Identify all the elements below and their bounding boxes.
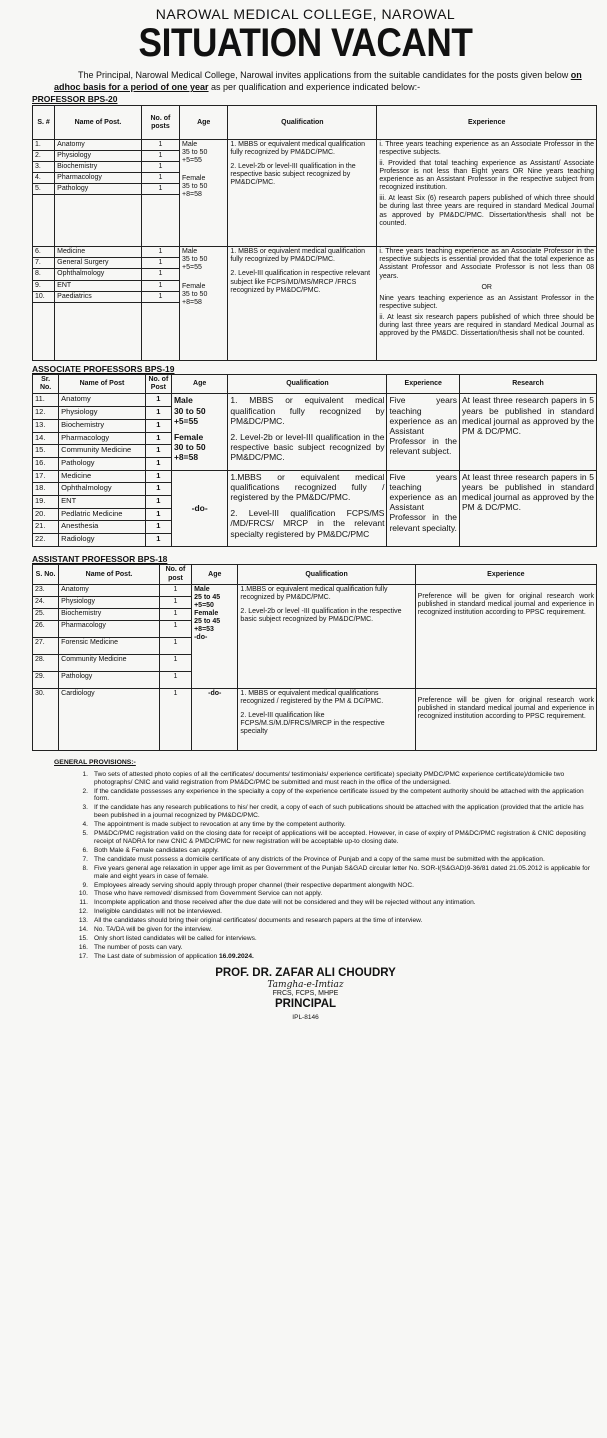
age-line: Male <box>173 395 193 406</box>
serial-number: 18. <box>33 483 59 496</box>
post-name: Cardiology <box>59 688 160 750</box>
experience-cell: Preference will be given for original research work published in standard medical journal and experience in recognized institution according to PPSC requirement. <box>415 688 596 750</box>
ad-code: IPL-8146 <box>292 1013 319 1021</box>
age-line: Male <box>182 141 198 149</box>
provisions-heading: GENERAL PROVISIONS:- <box>54 758 136 766</box>
age-cell <box>171 394 227 470</box>
professor-heading: PROFESSOR BPS-20 <box>32 94 118 105</box>
table-row <box>33 470 597 483</box>
provision-number: 9. <box>82 881 88 889</box>
column-header: Qualification <box>228 375 387 394</box>
serial-number: 30. <box>33 688 59 750</box>
qualification-list <box>240 586 412 624</box>
age-line: +5=55 <box>182 157 202 165</box>
post-count: 1 <box>145 534 171 547</box>
age-line: +5=50 <box>194 601 214 609</box>
post-count: 1 <box>145 470 171 483</box>
post-count: 1 <box>159 688 191 750</box>
assistant-table <box>32 564 597 750</box>
post-name: Community Medicine <box>59 445 146 458</box>
qualification-list <box>230 472 384 539</box>
provision-number: 7. <box>82 855 88 863</box>
column-header: No. of post <box>159 565 191 584</box>
column-header: Sr. No. <box>33 375 59 394</box>
age-line: 30 to 50 <box>173 442 206 453</box>
provision-number: 3. <box>82 804 88 812</box>
provision-item <box>54 865 593 881</box>
post-name: Pathology <box>59 671 160 688</box>
post-name: Anatomy <box>59 394 146 407</box>
spacer-cell <box>33 195 55 247</box>
provision-number: 12. <box>78 908 88 916</box>
spacer-cell <box>33 302 55 360</box>
spacer-cell <box>141 302 179 360</box>
provision-number: 5. <box>82 830 88 838</box>
serial-number: 28. <box>33 654 59 671</box>
post-name: Pharmacology <box>59 620 160 637</box>
post-count: 1 <box>141 291 179 302</box>
age-line: Female <box>173 432 204 443</box>
serial-number: 20. <box>33 508 59 521</box>
serial-number: 27. <box>33 637 59 654</box>
provision-text: Two sets of attested photo copies of all the certificates/ documents/ testimonials/ experience certificate) specialty PMDC/PMC experience certificate)/domicile two photographs/ CNIC and valid registration from PM&DC/PMC be submitted and must reach in the office of the undersigned. <box>94 770 565 786</box>
age-line: +8=58 <box>173 452 199 463</box>
age-cell <box>192 688 238 750</box>
signatory-role: PRINCIPAL <box>274 998 337 1011</box>
research-cell: At least three research papers in 5 years be published in standard medical journal as approved by the PM & DC/PMC. <box>459 394 596 470</box>
spacer-cell <box>55 195 142 247</box>
post-name: Anatomy <box>55 140 142 151</box>
intro-emphasis: on adhoc basis for a period of one year <box>54 70 582 93</box>
serial-number: 1. <box>33 140 55 151</box>
column-header: Experience <box>415 565 596 584</box>
age-cell <box>171 470 227 546</box>
provision-number: 17. <box>78 952 88 960</box>
serial-number: 9. <box>33 280 55 291</box>
assistant-table-wrap <box>32 564 597 750</box>
age-line: 35 to 50 <box>182 290 208 298</box>
associate-table <box>32 374 597 546</box>
age-line: 25 to 45 <box>194 593 221 601</box>
post-name: ENT <box>55 280 142 291</box>
qualification-item: 2. Level-III qualification in respective relevant subject like FCPS/MD/MS/MRCP /FRCS recognized by PM&DC/PMC. <box>230 270 371 294</box>
post-count: 1 <box>159 671 191 688</box>
provision-item <box>54 953 593 961</box>
age-line: Female <box>194 609 219 617</box>
table-row <box>33 140 597 151</box>
serial-number: 16. <box>33 457 59 470</box>
age-line: 35 to 50 <box>182 149 208 157</box>
serial-number: 12. <box>33 407 59 420</box>
post-count: 1 <box>159 608 191 620</box>
age-line: 35 to 50 <box>182 256 208 264</box>
age-line: Female <box>182 175 206 183</box>
general-provisions <box>54 759 593 961</box>
table-row <box>33 688 597 750</box>
provision-text: No. TA/DA will be given for the interview. <box>94 926 213 934</box>
post-count: 1 <box>145 419 171 432</box>
provision-number: 4. <box>82 821 88 829</box>
post-count: 1 <box>145 495 171 508</box>
column-header: Name of Post <box>59 375 146 394</box>
age-line: -do- <box>191 503 208 514</box>
post-name: General Surgery <box>55 258 142 269</box>
qualification-item: 1. MBBS or equivalent medical qualification fully recognized by PM&DC/PMC. <box>230 141 365 157</box>
post-count: 1 <box>159 620 191 637</box>
age-line: Male <box>182 248 198 256</box>
provision-text: All the candidates should bring their original certificates/ documents and research papers at the time of interview. <box>94 917 423 925</box>
provision-number: 15. <box>78 934 88 942</box>
post-name: Paediatrics <box>55 291 142 302</box>
provision-text: PM&DC/PMC registration valid on the closing date for receipt of applications will be accepted. However, in case of expiry of PM&DC/PMC registration & CNIC depositing receipt of NADRA for new CNIC & PMDC/PMC for new registration will be acceptable up-to closing date. <box>94 830 586 845</box>
research-cell: At least three research papers in 5 years be published in standard medical journal as approved by the PM & DC/PMC. <box>459 470 596 546</box>
post-name: Physiology <box>59 596 160 608</box>
qualification-item: 2. Level-2b or level-III qualification in the respective basic subject recognized by PM&DC/PMC. <box>230 432 385 463</box>
post-name: Pharmacology <box>59 432 146 445</box>
serial-number: 6. <box>33 247 55 258</box>
provision-number: 8. <box>82 864 88 872</box>
age-line: +5=55 <box>173 415 199 426</box>
age-line: +5=55 <box>182 264 202 272</box>
serial-number: 29. <box>33 671 59 688</box>
post-name: Pathology <box>59 457 146 470</box>
post-name: Pedlatric Medicine <box>59 508 146 521</box>
provision-number: 14. <box>78 926 88 934</box>
professor-table <box>32 105 597 360</box>
serial-number: 3. <box>33 162 55 173</box>
qualification-item: 1. MBBS or equivalent medical qualification fully recognized by PM&DC/PMC. <box>230 395 385 426</box>
qualification-list <box>240 690 412 736</box>
experience-item: i. Three years teaching experience as an Associate Professor in the respective subjects. <box>379 141 594 157</box>
provision-item <box>54 882 593 890</box>
post-name: Pharmacology <box>55 173 142 184</box>
post-count: 1 <box>145 394 171 407</box>
serial-number: 15. <box>33 445 59 458</box>
serial-number: 17. <box>33 470 59 483</box>
experience-cell: Five years teaching experience as an Assistant Professor in the relevant specialty. <box>387 470 460 546</box>
signatory-name: PROF. DR. ZAFAR ALI CHOUDRY <box>215 966 396 979</box>
post-name: Anatomy <box>59 584 160 596</box>
serial-number: 10. <box>33 291 55 302</box>
serial-number: 7. <box>33 258 55 269</box>
experience-item: ii. Provided that total teaching experience as Assistant/ Associate Professor is not less than Eight years OR Nine years teaching experience as an Assistant Professor in the respective subject from recognized institution. <box>379 160 594 192</box>
post-count: 1 <box>141 173 179 184</box>
age-cell <box>192 584 238 688</box>
age-line: +8=53 <box>194 625 214 633</box>
spacer-cell <box>141 195 179 247</box>
provision-text: If the candidate has any research publications to his/ her credit, a copy of each of such publications should be attached with the application (provided that the article has been published in a journal recognized by PM&DC/PMC. <box>94 804 584 820</box>
provision-text: Those who have removed/ dismissed from Government Service can not apply. <box>94 890 323 898</box>
age-line: +8=58 <box>182 298 202 306</box>
post-count: 1 <box>141 280 179 291</box>
experience-cell <box>377 247 597 360</box>
post-count: 1 <box>145 457 171 470</box>
post-count: 1 <box>159 654 191 671</box>
provision-number: 16. <box>78 943 88 951</box>
post-name: Radiology <box>59 534 146 547</box>
post-count: 1 <box>145 445 171 458</box>
post-name: Ophthalmology <box>59 483 146 496</box>
provision-item <box>54 908 593 916</box>
provision-text: Ineligible candidates will not be interviewed. <box>94 908 222 916</box>
provision-item <box>54 856 593 864</box>
signatory-degrees: FRCS, FCPS, MHPE <box>272 990 339 998</box>
age-line: -do- <box>194 633 208 641</box>
post-name: Anesthesia <box>59 521 146 534</box>
intro-text-2: as per qualification and experience indicated below:- <box>208 82 421 93</box>
qualification-cell <box>238 688 415 750</box>
column-header: Age <box>180 106 228 140</box>
column-header: Age <box>192 565 238 584</box>
table-row <box>33 584 597 596</box>
qualification-item: 2. Level-2b or level -III qualification in the respective basic subject recognized by PM&DC/PMC. <box>240 607 402 623</box>
column-header: Experience <box>377 106 597 140</box>
page-title: SITUATION VACANT <box>138 21 473 66</box>
experience-cell <box>377 140 597 247</box>
post-count: 1 <box>141 162 179 173</box>
age-line: Male <box>194 585 210 593</box>
provision-item <box>54 804 593 820</box>
age-cell <box>180 140 228 247</box>
qualification-list <box>230 248 374 294</box>
experience-item: i. Three years teaching experience as an Associate Professor in the respective subjects is essential provided that the total experience as Assistant Professor and Associate Professor is not less than 08 years. <box>379 248 594 280</box>
associate-table-wrap <box>32 374 597 546</box>
age-cell <box>180 247 228 360</box>
provision-text: The appointment is made subject to revocation at any time by the competent authority. <box>94 821 346 829</box>
experience-cell: Five years teaching experience as an Assistant Professor in the relevant subject. <box>387 394 460 470</box>
table-row <box>33 394 597 407</box>
provision-text: Employees already serving should apply through proper channel (their respective department alongwith NOC. <box>94 881 414 889</box>
post-count: 1 <box>141 247 179 258</box>
post-count: 1 <box>159 584 191 596</box>
post-name: Ophthalmology <box>55 269 142 280</box>
provision-item <box>54 890 593 898</box>
professor-table-wrap <box>32 105 597 360</box>
post-count: 1 <box>141 258 179 269</box>
age-line: Female <box>182 282 206 290</box>
column-header: Name of Post. <box>55 106 142 140</box>
column-header: No. of Post <box>145 375 171 394</box>
post-name: Forensic Medicine <box>59 637 160 654</box>
qualification-item: 1.MBBS or equivalent medical qualifications recognized fully / registered by the PM&DC/PMC. <box>230 471 385 502</box>
provision-text: The Last date of submission of application 16.09.2024. <box>94 952 254 960</box>
provision-number: 11. <box>79 899 88 907</box>
column-header: No. of posts <box>141 106 179 140</box>
provision-item <box>54 830 593 846</box>
post-count: 1 <box>159 637 191 654</box>
serial-number: 2. <box>33 151 55 162</box>
serial-number: 4. <box>33 173 55 184</box>
post-name: Medicine <box>59 470 146 483</box>
qualification-item: 1. MBBS or equivalent medical qualifications recognized / registered by the PM & DC/PMC. <box>240 689 384 705</box>
qualification-cell <box>228 140 377 247</box>
post-name: Biochemistry <box>59 419 146 432</box>
age-line: 25 to 45 <box>194 617 221 625</box>
provision-text: Only short listed candidates will be called for interviews. <box>94 934 257 942</box>
qualification-item: 2. Level-III qualification FCPS/MS /MD/FRCS/ MRCP in the relevant specialty registered by PM&DC/PMC <box>230 508 385 539</box>
post-name: Biochemistry <box>59 608 160 620</box>
qualification-cell <box>238 584 415 688</box>
spacer-cell <box>55 302 142 360</box>
post-name: Biochemistry <box>55 162 142 173</box>
provision-text: If the candidate possesses any experience in the specialty a copy of the experience certificate issued by the competent authority should be attached with the application form. <box>94 787 584 803</box>
provision-number: 2. <box>82 787 88 795</box>
provision-item <box>54 917 593 925</box>
qualification-item: 1. MBBS or equivalent medical qualification fully recognized by PM&DC/PMC. <box>230 248 365 264</box>
intro-paragraph <box>54 69 593 93</box>
provision-number: 6. <box>82 846 88 854</box>
age-line: +8=58 <box>182 191 202 199</box>
provision-item <box>54 821 593 829</box>
post-name: Physiology <box>59 407 146 420</box>
post-name: Physiology <box>55 151 142 162</box>
column-header: S. # <box>33 106 55 140</box>
column-header: Name of Post. <box>59 565 160 584</box>
qualification-item: 2. Level-2b or level-III qualification in the respective basic subject recognized by PM&DC/PMC. <box>230 163 356 187</box>
qualification-cell <box>228 247 377 360</box>
experience-item: OR <box>481 283 492 291</box>
provision-text: Incomplete application and those received after the due date will not be considered and they will be rejected without any intimation. <box>94 899 476 907</box>
serial-number: 19. <box>33 495 59 508</box>
qualification-item: 1.MBBS or equivalent medical qualification fully recognized by PM&DC/PMC. <box>240 585 388 601</box>
post-count: 1 <box>141 140 179 151</box>
serial-number: 22. <box>33 534 59 547</box>
college-name: NAROWAL MEDICAL COLLEGE, NAROWAL <box>155 6 456 22</box>
post-name: Pathology <box>55 184 142 195</box>
qualification-list <box>230 395 384 462</box>
qualification-item: 2. Level-III qualification like FCPS/M.S/M.D/FRCS/MRCP in the respective specialty <box>240 711 385 735</box>
provision-text: Both Male & Female candidates can apply. <box>94 846 219 854</box>
provision-item <box>54 935 593 943</box>
serial-number: 26. <box>33 620 59 637</box>
experience-item: iii. At least Six (6) research papers published of which three should be during last three years are required in standard Medical Journal as approved by PM&DC/PMC. Dissertation/thesis shall not be counted. <box>379 195 594 227</box>
post-count: 1 <box>141 184 179 195</box>
age-line: -do- <box>208 689 222 697</box>
column-header: Research <box>459 375 596 394</box>
post-name: Medicine <box>55 247 142 258</box>
post-count: 1 <box>159 596 191 608</box>
column-header: S. No. <box>33 565 59 584</box>
age-line: 30 to 50 <box>173 405 206 416</box>
last-date: 16.09.2024. <box>219 952 254 960</box>
provision-text: The candidate must possess a domicile certificate of any districts of the Province of Punjab and a copy of the same must be submitted with the application. <box>94 855 545 863</box>
post-count: 1 <box>145 407 171 420</box>
post-count: 1 <box>145 483 171 496</box>
post-name: Community Medicine <box>59 654 160 671</box>
serial-number: 13. <box>33 419 59 432</box>
provision-number: 13. <box>78 917 88 925</box>
column-header: Qualification <box>228 106 377 140</box>
provision-item <box>54 944 593 952</box>
column-header: Qualification <box>238 565 415 584</box>
intro-text-1: The Principal, Narowal Medical College, Narowal invites applications from the suitable candidates for the posts given below <box>78 70 571 81</box>
serial-number: 24. <box>33 596 59 608</box>
table-row <box>33 247 597 258</box>
provision-text: Five years general age relaxation in upper age limit as per Government of the Punjab S&GAD circular letter No. SOR-I(S&GAD)9-36/81 dated 21.05.2012 is applicable for male and eight years in case of female. <box>94 864 590 880</box>
associate-heading: ASSOCIATE PROFESSORS BPS-19 <box>32 363 175 374</box>
post-name: ENT <box>59 495 146 508</box>
provision-item <box>54 926 593 934</box>
provision-text: The number of posts can vary. <box>94 943 183 951</box>
provision-item <box>54 847 593 855</box>
post-count: 1 <box>145 508 171 521</box>
post-count: 1 <box>141 269 179 280</box>
provision-number: 1. <box>82 770 88 778</box>
experience-cell: Preference will be given for original research work published in standard medical journal and experience in recognized institution according to PPSC requirement. <box>415 584 596 688</box>
experience-item: Nine years teaching experience as an Assistant Professor in the respective subject. <box>379 294 594 310</box>
qualification-list <box>230 141 374 187</box>
serial-number: 14. <box>33 432 59 445</box>
signatory-award: Tamgha-e-Imtiaz <box>267 979 344 990</box>
post-count: 1 <box>145 432 171 445</box>
column-header: Experience <box>387 375 460 394</box>
provision-item <box>54 899 593 907</box>
serial-number: 8. <box>33 269 55 280</box>
serial-number: 21. <box>33 521 59 534</box>
column-header: Age <box>171 375 227 394</box>
serial-number: 23. <box>33 584 59 596</box>
qualification-cell <box>228 470 387 546</box>
post-count: 1 <box>145 521 171 534</box>
serial-number: 25. <box>33 608 59 620</box>
provisions-list <box>54 771 593 961</box>
provision-item <box>54 788 593 804</box>
post-count: 1 <box>141 151 179 162</box>
assistant-heading: ASSISTANT PROFESSOR BPS-18 <box>32 553 168 564</box>
provision-number: 10. <box>78 890 88 898</box>
experience-item: ii. At least six research papers published of which three should be during last three years are required in standard Medical Journal as approved by the PM&DC. Dissertation/thesis shall not be counted. <box>379 313 594 337</box>
serial-number: 5. <box>33 184 55 195</box>
qualification-cell <box>228 394 387 470</box>
age-line: 35 to 50 <box>182 183 208 191</box>
serial-number: 11. <box>33 394 59 407</box>
provision-item <box>54 771 593 787</box>
signature-block <box>14 967 597 1021</box>
